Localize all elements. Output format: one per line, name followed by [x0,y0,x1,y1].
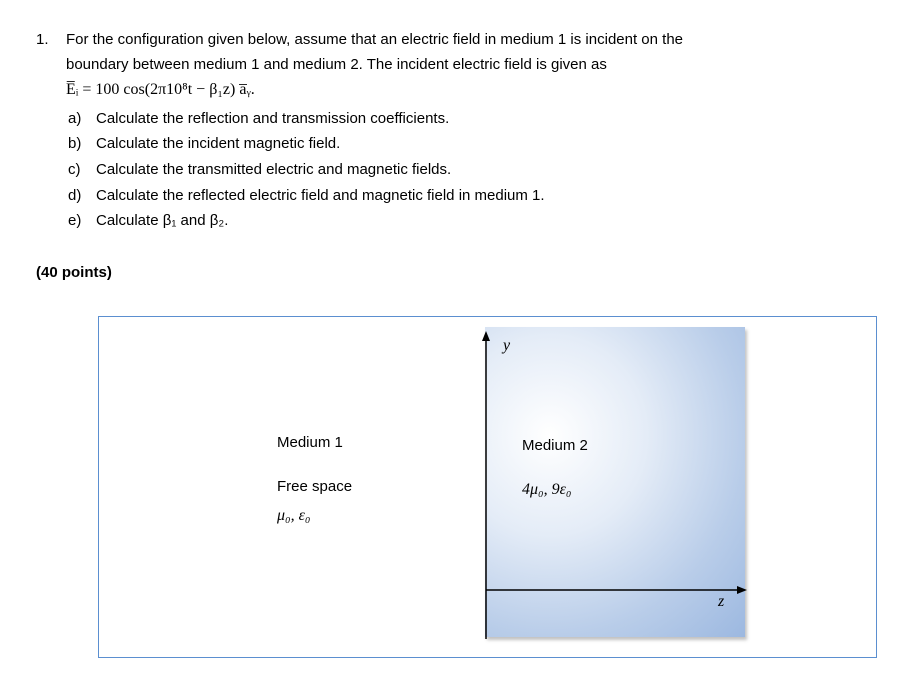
y-axis-arrowhead [482,331,490,341]
sub-question-a [68,110,449,127]
sub-question-b [68,135,340,152]
z-axis-arrowhead [737,586,747,594]
question-text-line1: For the configuration given below, assume that an electric field in medium 1 is incident on the [66,31,684,48]
sub-question-d [68,187,545,204]
question-number: 1. [36,31,49,48]
sub-question-text: Calculate the reflection and transmission coefficients. [96,110,450,127]
medium2-params: 4μ₀, 9ε₀ [522,481,572,498]
coordinate-axes [99,317,878,659]
sub-question-text: Calculate the incident magnetic field. [96,135,341,152]
sub-question-c [68,161,451,178]
incident-field-equation: E̅ᵢ = 100 cos(2π10⁸t − β₁z) a̅ᵧ. [66,81,255,98]
sub-question-label: a) [68,110,82,127]
z-axis-label: z [718,593,725,610]
configuration-figure [98,316,877,658]
medium1-params: μ₀, ε₀ [277,507,311,524]
medium2-label: Medium 2 [522,437,588,454]
y-axis-label: y [503,337,511,354]
points-label: (40 points) [36,264,112,281]
sub-question-label: e) [68,212,82,229]
sub-question-text: Calculate the reflected electric field and magnetic field in medium 1. [96,187,545,204]
question-text-line2: boundary between medium 1 and medium 2. The incident electric field is given as [66,56,607,73]
medium1-type: Free space [277,478,353,495]
sub-question-label: b) [68,135,82,152]
medium1-label: Medium 1 [277,434,343,451]
sub-question-text: Calculate β₁ and β₂. [96,212,229,229]
sub-question-text: Calculate the transmitted electric and magnetic fields. [96,161,452,178]
sub-question-label: c) [68,161,81,178]
sub-question-label: d) [68,187,82,204]
sub-question-e [68,212,228,229]
